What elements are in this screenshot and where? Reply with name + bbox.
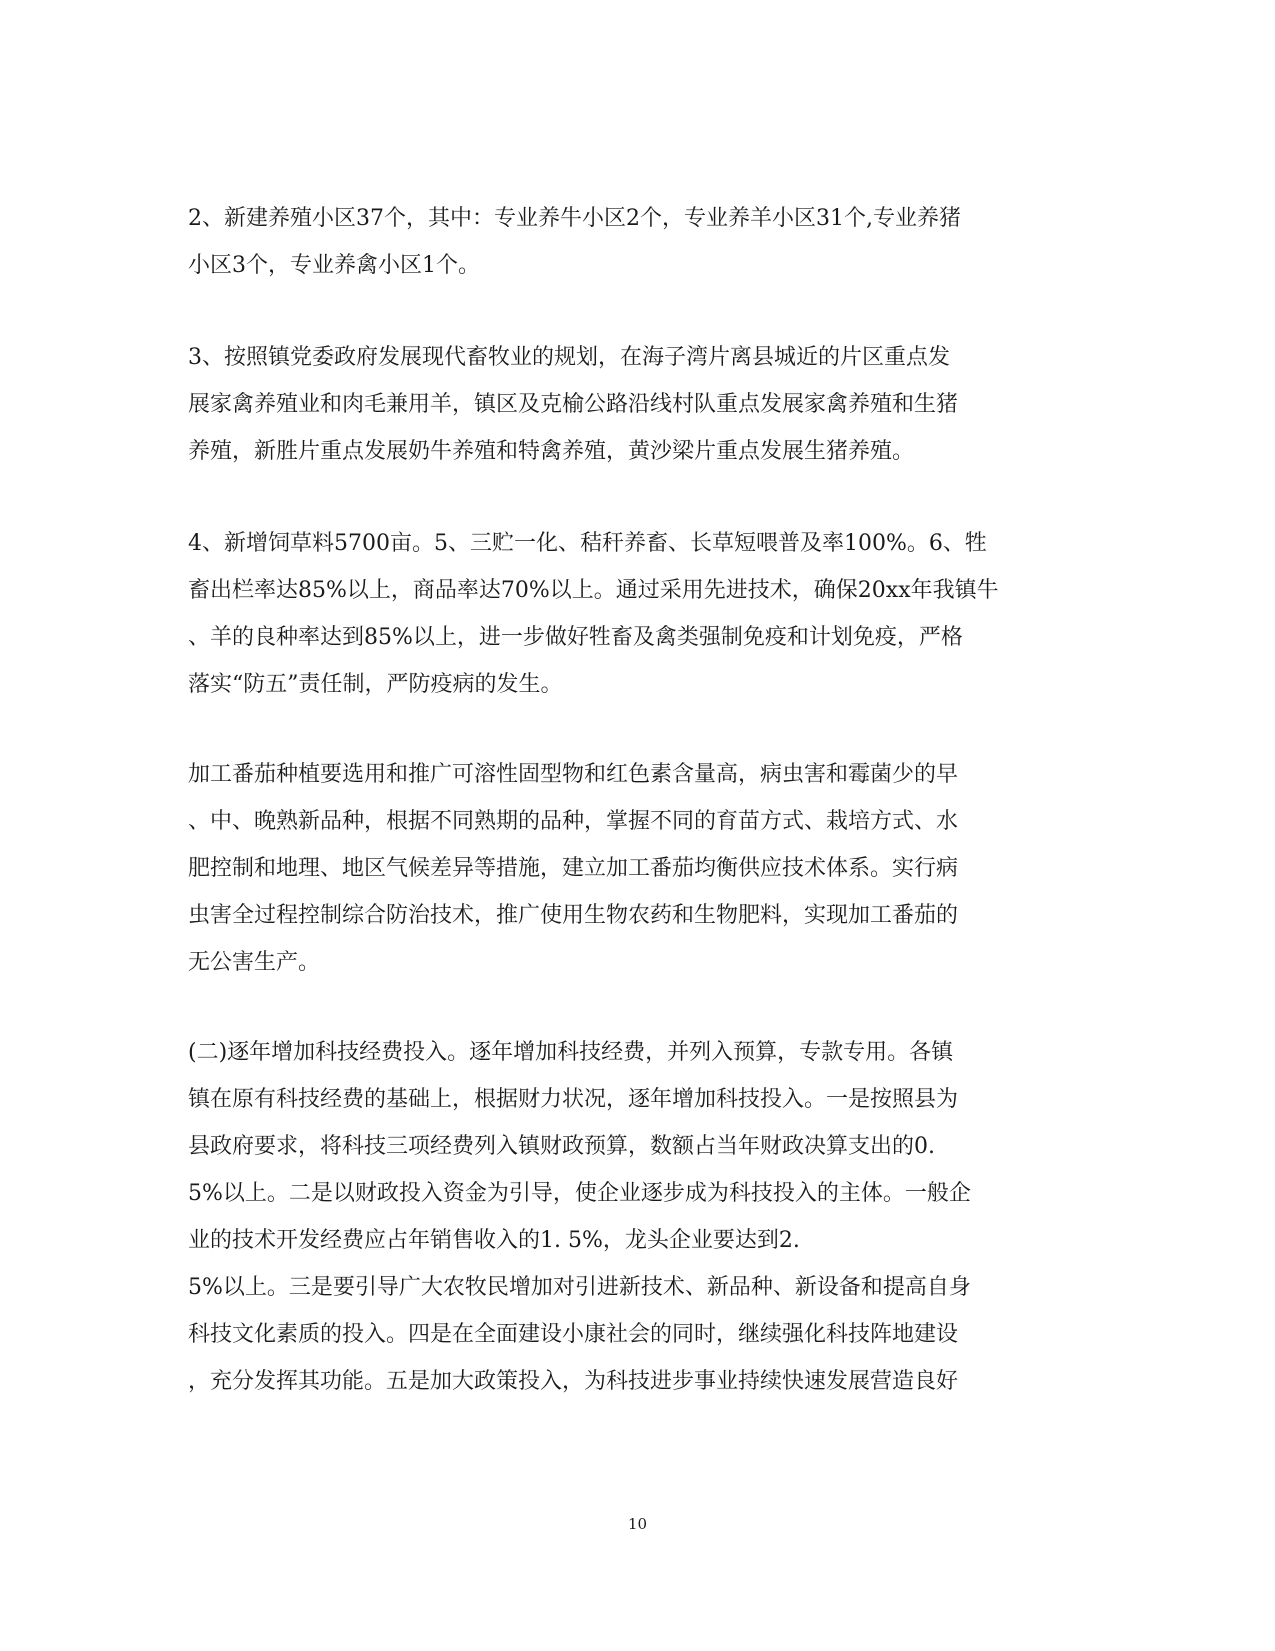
paragraph-line: ，充分发挥其功能。五是加大政策投入，为科技进步事业持续快速发展营造良好 [188,1369,959,1394]
paragraph-line: 、羊的良种率达到85%以上，进一步做好牲畜及禽类强制免疫和计划免疫，严格 [188,625,963,650]
paragraph-line: 5%以上。二是以财政投入资金为引导，使企业逐步成为科技投入的主体。一般企 [188,1181,971,1206]
paragraph-tomato [188,751,1068,986]
paragraph-line: 、中、晚熟新品种，根据不同熟期的品种，掌握不同的育苗方式、栽培方式、水 [188,809,959,834]
paragraph-line: 业的技术开发经费应占年销售收入的1. 5%，龙头企业要达到2. [188,1228,800,1253]
page-number: 10 [627,1515,648,1533]
paragraph-line: (二)逐年增加科技经费投入。逐年增加科技经费，并列入预算，专款专用。各镇 [188,1040,954,1065]
paragraph-line: 肥控制和地理、地区气候差异等措施，建立加工番茄均衡供应技术体系。实行病 [188,856,959,881]
paragraph-line: 畜出栏率达85%以上，商品率达70%以上。通过采用先进技术，确保20xx年我镇牛 [188,578,999,603]
paragraph-item-3 [188,334,1068,475]
paragraph-line: 养殖，新胜片重点发展奶牛养殖和特禽养殖，黄沙梁片重点发展生猪养殖。 [188,439,915,464]
paragraph-line: 无公害生产。 [188,950,321,975]
paragraph-line: 落实“防五”责任制，严防疫病的发生。 [188,672,563,697]
paragraph-line: 镇在原有科技经费的基础上，根据财力状况，逐年增加科技投入。一是按照县为 [188,1087,959,1112]
paragraph-line: 加工番茄种植要选用和推广可溶性固型物和红色素含量高，病虫害和霉菌少的早 [188,762,959,787]
paragraph-line: 2、新建养殖小区37个，其中：专业养牛小区2个，专业养羊小区31个,专业养猪 [188,206,961,231]
paragraph-line: 展家禽养殖业和肉毛兼用羊，镇区及克榆公路沿线村队重点发展家禽养殖和生猪 [188,392,959,417]
paragraph-line: 科技文化素质的投入。四是在全面建设小康社会的同时，继续强化科技阵地建设 [188,1322,959,1347]
paragraph-line: 县政府要求，将科技三项经费列入镇财政预算，数额占当年财政决算支出的0. [188,1134,935,1159]
paragraph-line: 小区3个，专业养禽小区1个。 [188,253,480,278]
paragraph-funding [188,1029,1068,1405]
paragraph-item-4-6 [188,520,1068,708]
paragraph-line: 3、按照镇党委政府发展现代畜牧业的规划，在海子湾片离县城近的片区重点发 [188,345,950,370]
paragraph-item-2 [188,195,1068,289]
paragraph-line: 5%以上。三是要引导广大农牧民增加对引进新技术、新品种、新设备和提高自身 [188,1275,971,1300]
paragraph-line: 虫害全过程控制综合防治技术，推广使用生物农药和生物肥料，实现加工番茄的 [188,903,959,928]
paragraph-line: 4、新增饲草料5700亩。5、三贮一化、秸秆养畜、长草短喂普及率100%。6、牲 [188,531,987,556]
